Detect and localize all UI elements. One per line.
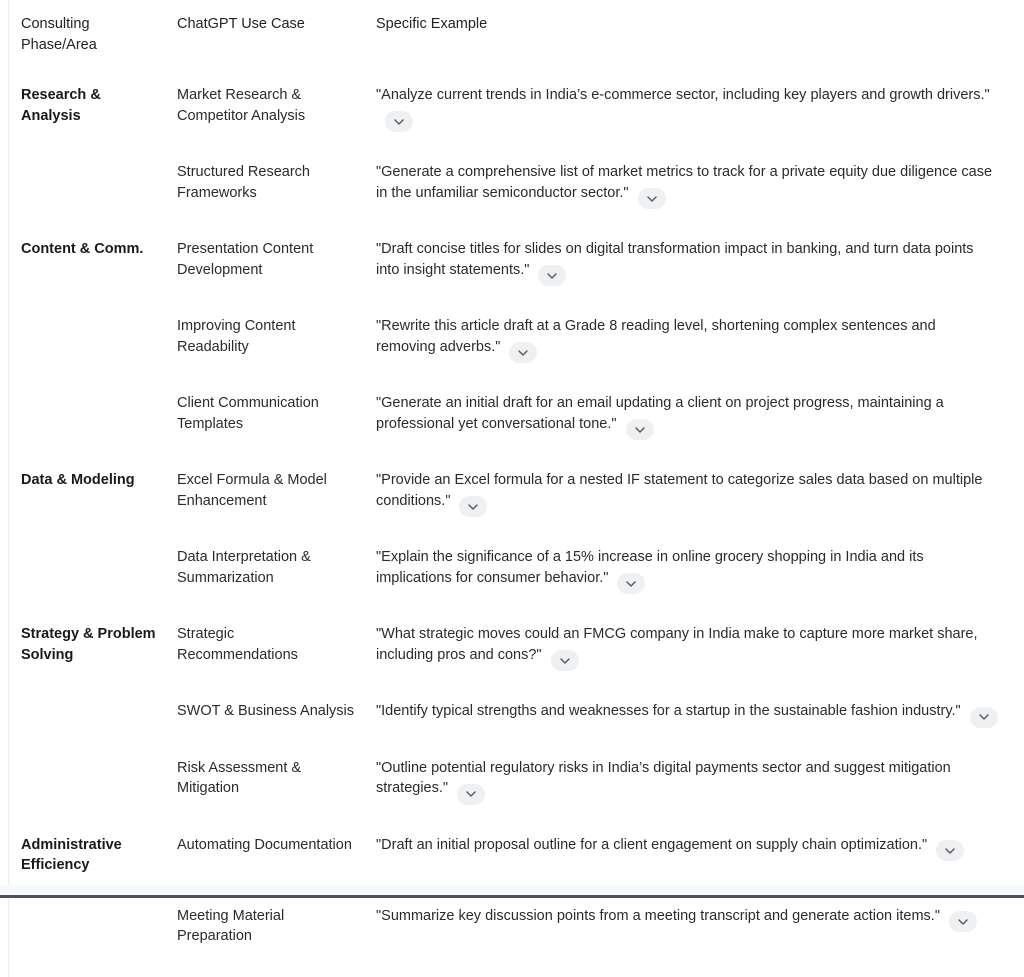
bottom-edge-line (0, 895, 1024, 898)
example-cell: "Analyze current trends in India’s e-commerce sector, including key players and growth drivers." (376, 85, 1008, 132)
example-cell: "Rewrite this article draft at a Grade 8 reading level, shortening complex sentences and removing adverbs." (376, 316, 1008, 363)
expand-example-button[interactable] (509, 342, 537, 363)
use-case-cell: SWOT & Business Analysis (177, 703, 355, 719)
use-case-cell: Risk Assessment & Mitigation (177, 759, 302, 796)
phase-cell: Strategy & Problem Solving (21, 626, 156, 663)
use-case-cell: Market Research & Competitor Analysis (177, 87, 306, 124)
use-case-cell: Improving Content Readability (177, 318, 296, 355)
expand-example-button[interactable] (538, 265, 566, 286)
expand-example-button[interactable] (617, 573, 645, 594)
bottom-strip (0, 885, 1024, 898)
chevron-down-icon (626, 581, 636, 587)
column-header-example: Specific Example (376, 16, 488, 32)
chevron-down-icon (468, 504, 478, 510)
chevron-down-icon (560, 658, 570, 664)
chevron-down-icon (979, 714, 989, 720)
expand-example-button[interactable] (638, 188, 666, 209)
use-case-table (8, 0, 1024, 977)
expand-example-button[interactable] (457, 784, 485, 805)
example-cell: "Generate a comprehensive list of market metrics to track for a private equity due diligence case in the unfamiliar semiconductor sector." (376, 162, 1008, 209)
table-row (21, 85, 1008, 132)
phase-cell: Data & Modeling (21, 472, 135, 488)
expand-example-button[interactable] (626, 419, 654, 440)
table-row (21, 393, 1008, 440)
table-header-row (21, 14, 1008, 55)
chevron-down-icon (466, 791, 476, 797)
use-case-cell: Meeting Material Preparation (177, 907, 285, 944)
expand-example-button[interactable] (385, 111, 413, 132)
table-row (21, 316, 1008, 363)
phase-cell (21, 701, 171, 728)
table-row (21, 906, 1008, 947)
phase-cell (21, 316, 171, 363)
use-case-cell: Excel Formula & Model Enhancement (177, 472, 327, 509)
phase-cell: Research & Analysis (21, 87, 101, 124)
expand-example-button[interactable] (970, 707, 998, 728)
use-case-cell: Client Communication Templates (177, 395, 319, 432)
use-case-cell: Presentation Content Development (177, 241, 314, 278)
example-cell: "Explain the significance of a 15% increase in online grocery shopping in India and its implications for consumer behavior." (376, 547, 1008, 594)
example-cell: "Provide an Excel formula for a nested IF statement to categorize sales data based on multiple conditions." (376, 470, 1008, 517)
example-cell: "Draft concise titles for slides on digital transformation impact in banking, and turn data points into insight statements." (376, 239, 1008, 286)
chevron-down-icon (635, 427, 645, 433)
table-row (21, 547, 1008, 594)
phase-cell: Administrative Efficiency (21, 836, 122, 873)
phase-cell (21, 162, 171, 209)
table-row (21, 701, 1008, 728)
example-cell: "What strategic moves could an FMCG company in India make to capture more market share, including pros and cons?" (376, 624, 1008, 671)
example-cell: "Identify typical strengths and weaknesses for a startup in the sustainable fashion industry." (376, 701, 1008, 728)
chevron-down-icon (945, 848, 955, 854)
phase-cell (21, 393, 171, 440)
expand-example-button[interactable] (936, 840, 964, 861)
expand-example-button[interactable] (949, 911, 977, 932)
chevron-down-icon (547, 273, 557, 279)
column-header-use-case: ChatGPT Use Case (177, 16, 305, 32)
phase-cell (21, 547, 171, 594)
use-case-cell: Strategic Recommendations (177, 626, 298, 663)
example-cell: "Generate an initial draft for an email updating a client on project progress, maintaining a professional yet conversational tone." (376, 393, 1008, 440)
example-cell: "Outline potential regulatory risks in India’s digital payments sector and suggest mitigation strategies." (376, 758, 1008, 805)
chevron-down-icon (394, 119, 404, 125)
table-row (21, 239, 1008, 286)
phase-cell: Content & Comm. (21, 241, 144, 257)
chevron-down-icon (958, 919, 968, 925)
table-row (21, 624, 1008, 671)
column-header-phase: Consulting Phase/Area (21, 16, 97, 53)
use-case-cell: Automating Documentation (177, 836, 352, 853)
phase-cell (21, 906, 171, 947)
table-row (21, 470, 1008, 517)
chevron-down-icon (647, 196, 657, 202)
table-row (21, 835, 1008, 876)
expand-example-button[interactable] (551, 650, 579, 671)
example-cell: "Summarize key discussion points from a meeting transcript and generate action items." (376, 906, 1008, 947)
table-row (21, 758, 1008, 805)
use-case-cell: Structured Research Frameworks (177, 164, 310, 201)
chevron-down-icon (518, 350, 528, 356)
phase-cell (21, 758, 171, 805)
example-cell: "Draft an initial proposal outline for a client engagement on supply chain optimization." (376, 835, 1008, 876)
use-case-cell: Data Interpretation & Summarization (177, 549, 311, 586)
expand-example-button[interactable] (459, 496, 487, 517)
table-row (21, 162, 1008, 209)
